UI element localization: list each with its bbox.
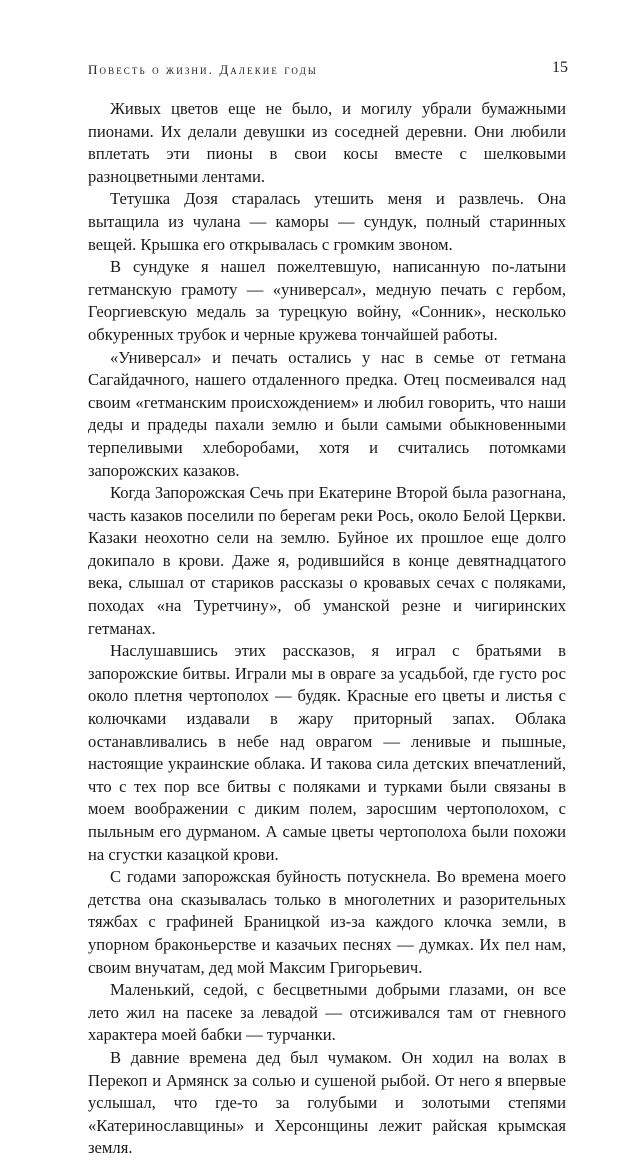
running-title: Повесть о жизни. Далекие годы: [88, 62, 318, 77]
paragraph: С годами запорожская буйность потускнела. Во времена моего детства она сказывалась только в многолетних и разорительных тяжбах с графиней Браницкой из-за каждого клочка земли, в упорном браконьерстве и казачьих песнях — думках. Их пел нам, своим внучатам, дед мой Максим Григорьевич.: [88, 867, 566, 977]
page-number: 15: [552, 59, 568, 76]
body-text: [88, 98, 566, 1160]
paragraph: В давние времена дед был чумаком. Он ходил на волах в Перекоп и Армянск за солью и сушеной рыбой. От него я впервые услышал, что где-то за голубыми и золотыми степями «Катеринославщины» и Херсонщины лежит райская крымская земля.: [88, 1047, 566, 1158]
paragraph: Наслушавшись этих рассказов, я играл с братьями в запорожские битвы. Играли мы в овраге за усадьбой, где густо рос около плетня чертополох — будяк. Красные его цветы и листья с колючками издавали в жару приторный запах. Облака останавливались в небе над оврагом — ленивые и пышные, настоящие украинские облака. И такова сила детских впечатлений, что с тех пор все битвы с поляками и турками были связаны в моем воображении с диким полем, заросшим чертополохом, с пыльным его дурманом. А самые цветы чертополоха были похожи на сгустки казацкой крови.: [88, 641, 566, 864]
paragraph: В сундуке я нашел пожелтевшую, написанную по-латыни гетманскую грамоту — «универсал», медную печать с гербом, Георгиевскую медаль за турецкую войну, «Сонник», несколько обкуренных трубок и черные кружева тончайшей работы.: [88, 257, 566, 344]
paragraph: Маленький, седой, с бесцветными добрыми глазами, он все лето жил на пасеке за левадой — отсиживался там от гневного характера моей бабки — турчанки.: [88, 980, 566, 1045]
paragraph: Когда Запорожская Сечь при Екатерине Второй была разогнана, часть казаков поселили по берегам реки Рось, около Белой Церкви. Казаки неохотно сели на землю. Буйное их прошлое еще долго докипало в крови. Даже я, родившийся в конце девятнадцатого века, слышал от стариков рассказы о кровавых сечах с поляками, походах «на Туретчину», об уманской резне и чигиринских гетманах.: [88, 483, 566, 638]
paragraph: Живых цветов еще не было, и могилу убрали бумажными пионами. Их делали девушки из соседней деревни. Они любили вплетать эти пионы в свои косы вместе с шелковыми разноцветными лентами.: [88, 99, 566, 186]
paragraph: «Универсал» и печать остались у нас в семье от гетмана Сагайдачного, нашего отдаленного предка. Отец посмеивался над своим «гетманским происхождением» и любил говорить, что наши деды и прадеды пахали землю и были самыми обыкновенными терпеливыми хлеборобами, хотя и считались потомками запорожских казаков.: [88, 347, 566, 480]
running-head: [88, 59, 568, 82]
paragraph: Тетушка Дозя старалась утешить меня и развлечь. Она вытащила из чулана — каморы — сундук, полный старинных вещей. Крышка его открывалась с громким звоном.: [88, 189, 566, 254]
